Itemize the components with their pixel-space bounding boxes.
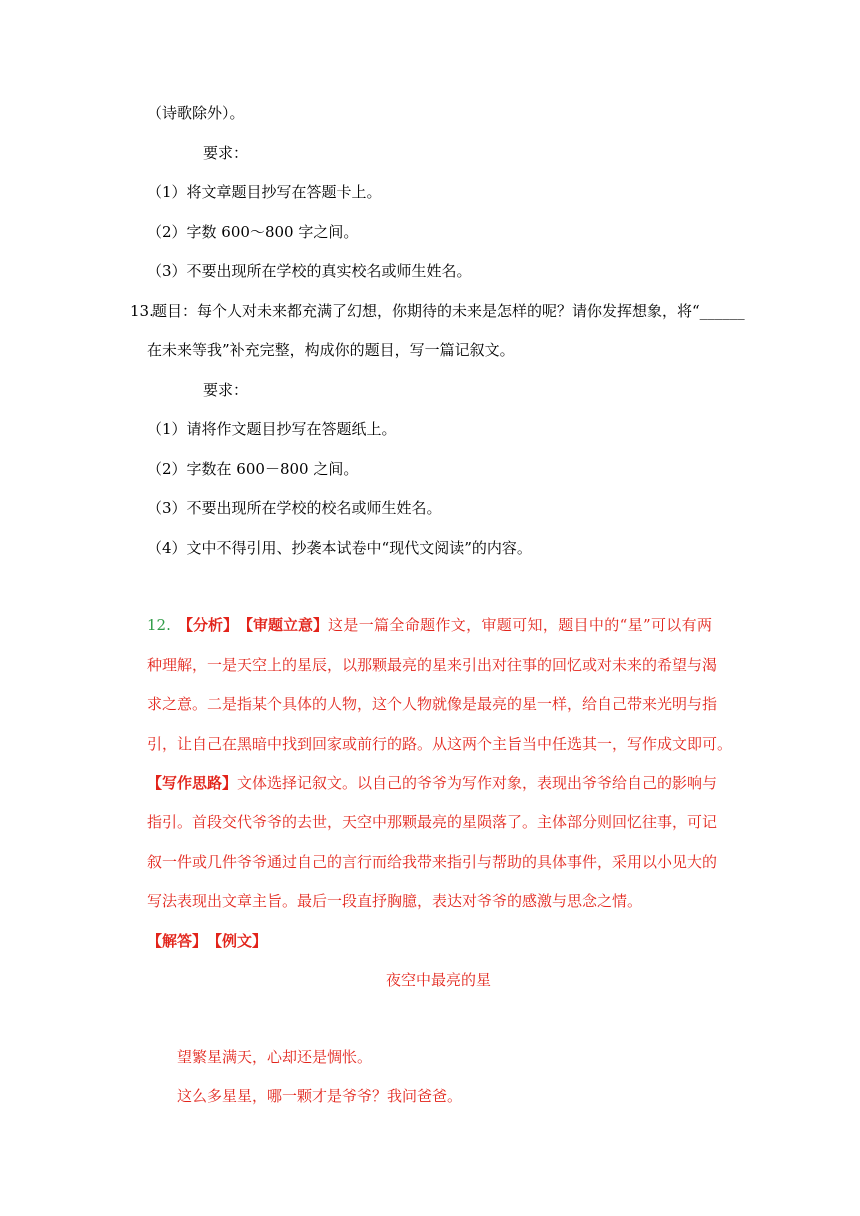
essay-title: 夜空中最亮的星 [386, 971, 492, 989]
q13-prompt-line1: 题目：每个人对未来都充满了幻想，你期待的未来是怎样的呢？请你发挥想象，将“______ [152, 302, 745, 320]
q13-requirement-3: （3）不要出现所在学校的校名或师生姓名。 [147, 499, 442, 517]
essay-line-1: 望繁星满天，心却还是惆怅。 [177, 1048, 373, 1066]
analysis-line-4: 引，让自己在黑暗中找到回家或前行的路。从这两个主旨当中任选其一，写作成文即可。 [147, 735, 733, 753]
writing-line-2: 指引。首段交代爷爷的去世，天空中那颗最亮的星陨落了。主体部分则回忆往事，可记 [147, 813, 718, 831]
writing-line-1: 文体选择记叙文。以自己的爷爷为写作对象，表现出爷爷给自己的影响与 [237, 774, 718, 792]
q13-prompt-line2: 在未来等我”补充完整，构成你的题目，写一篇记叙文。 [147, 341, 515, 359]
q12-requirement-1: （1）将文章题目抄写在答题卡上。 [147, 183, 382, 201]
q12-requirement-2: （2）字数 600～800 字之间。 [147, 223, 359, 241]
q12-requirement-3: （3）不要出现所在学校的真实校名或师生姓名。 [147, 262, 472, 280]
q13-requirement-4: （4）文中不得引用、抄袭本试卷中“现代文阅读”的内容。 [147, 539, 532, 557]
q12-requirements-heading: 要求： [203, 144, 249, 162]
writing-line-4: 写法表现出文章主旨。最后一段直抒胸臆，表达对爷爷的感激与思念之情。 [147, 892, 643, 910]
analysis-line-3: 求之意。二是指某个具体的人物，这个人物就像是最亮的星一样，给自己带来光明与指 [147, 695, 718, 713]
q13-requirement-2: （2）字数在 600－800 之间。 [147, 460, 359, 478]
q13-number: 13. [130, 302, 154, 320]
analysis-line-1: 这是一篇全命题作文，审题可知，题目中的“星”可以有两 [328, 616, 712, 634]
analysis-line-2: 种理解，一是天空上的星辰，以那颗最亮的星来引出对往事的回忆或对未来的希望与渴 [147, 656, 718, 674]
tag-analysis: 【分析】 [178, 616, 239, 634]
q13-requirements-heading: 要求： [203, 381, 249, 399]
tag-topic: 【审题立意】 [238, 616, 329, 634]
answer12-number: 12. [147, 616, 171, 634]
tag-answer: 【解答】 [147, 932, 208, 950]
tag-writing: 【写作思路】 [147, 774, 238, 792]
writing-line-3: 叙一件或几件爷爷通过自己的言行而给我带来指引与帮助的具体事件，采用以小见大的 [147, 853, 718, 871]
q13-requirement-1: （1）请将作文题目抄写在答题纸上。 [147, 420, 397, 438]
q12-continuation: （诗歌除外）。 [147, 104, 245, 122]
essay-line-2: 这么多星星，哪一颗才是爷爷？我问爸爸。 [177, 1087, 463, 1105]
tag-example: 【例文】 [207, 932, 268, 950]
